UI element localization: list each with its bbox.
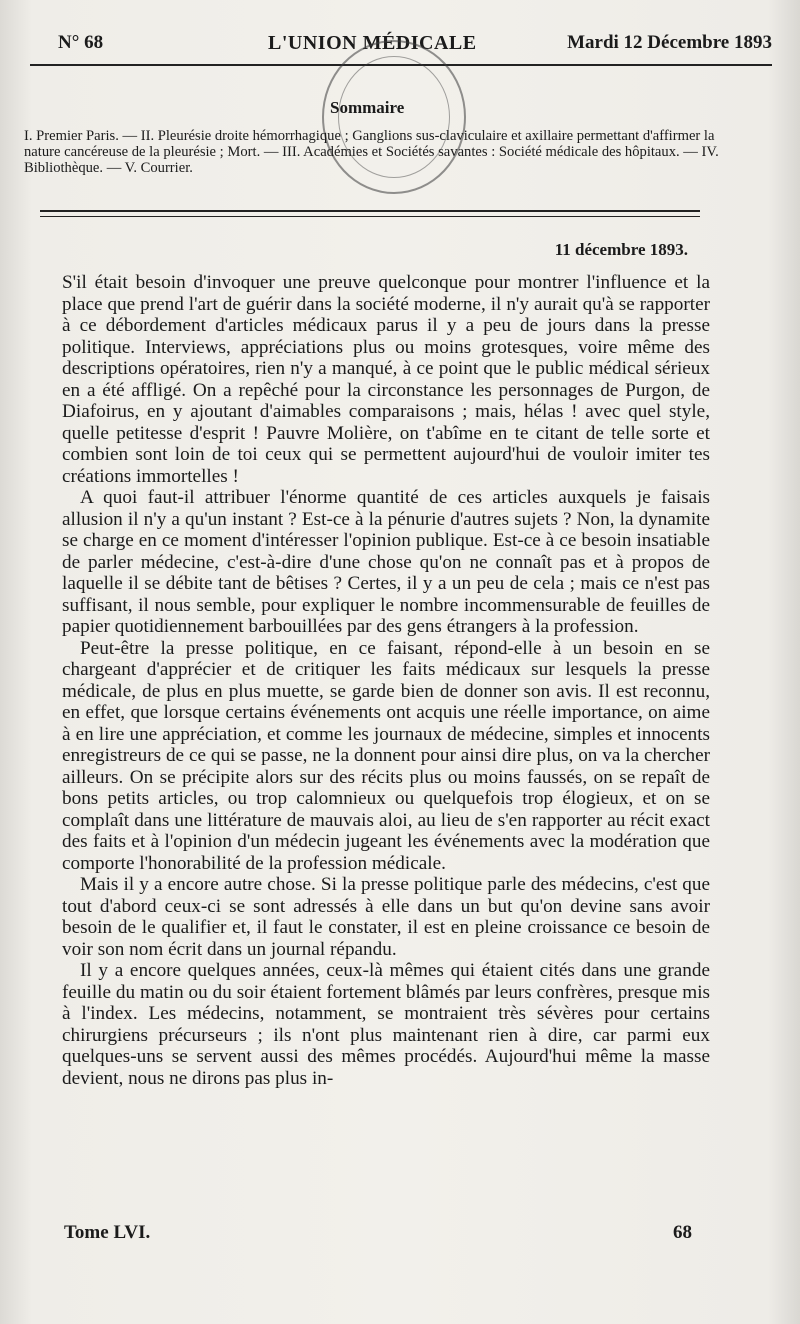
sommaire-title: Sommaire <box>330 98 405 117</box>
paragraph: Mais il y a encore autre chose. Si la presse politique parle des médecins, c'est que tout d'abord ceux-ci se sont adressés à elle dans un but qu'on devine sans avoir besoin de le qualifier et, il faut le constater, il est en pleine croissance ce besoin de voir son nom écrit dans un journal répandu. <box>62 874 710 960</box>
section-rule <box>40 210 700 212</box>
page-number: 68 <box>673 1222 692 1243</box>
paragraph: S'il était besoin d'invoquer une preuve quelconque pour montrer l'influence et la place que prend l'art de guérir dans la société moderne, il n'y aurait qu'à se rapporter à ce débordement d'articles médicaux parus il y a peu de jours dans la presse politique. Interviews, appréciations plus ou moins grotesques, voire même des descriptions opératoires, rien n'y a manqué, à ce point que le public médical sérieux en a été affligé. On a repêché pour la circonstance les personnages de Purgon, de Diafoirus, en y ajoutant d'aimables comparaisons ; mais, hélas ! avec quel style, quelle petitesse d'esprit ! Pauvre Molière, on t'abîme en te citant de telle sorte et combien sont loin de toi ceux qui se permettent aujourd'hui de vouloir imiter tes créations immortelles ! <box>62 272 710 487</box>
paragraph: A quoi faut-il attribuer l'énorme quantité de ces articles auxquels je faisais allusion il n'y a qu'un instant ? Est-ce à la pénurie d'autres sujets ? Non, la dynamite se charge en ce moment d'intéresser l'opinion publique. Est-ce à ce besoin insatiable de parler médecine, c'est-à-dire d'une chose qu'on ne connaît pas et à propos de laquelle il se débite tant de bêtises ? Certes, il y a un peu de cela ; mais ce n'est pas suffisant, il nous semble, pour expliquer le nombre incommensurable de feuilles de papier quotidiennement barbouillées par des gens étrangers à la profession. <box>62 487 710 637</box>
issue-date: Mardi 12 Décembre 1893 <box>567 32 772 53</box>
paragraph: Peut-être la presse politique, en ce faisant, répond-elle à un besoin en se chargeant d'apprécier et de critiquer les faits médicaux sur lesquels la presse médicale, de plus en plus muette, se garde bien de donner son avis. Il est reconnu, en effet, que lorsque certains événements ont acquis une réelle importance, on aime à en lire une appréciation, et comme les journaux de médecine, simples et innocents enregistreurs de ce qui se passe, ne la donnent pour ainsi dire plus, on va la chercher ailleurs. On se précipite alors sur des récits plus ou moins faussés, on se repaît de bons petits articles, ou trop calomnieux ou quelquefois trop élogieux, et on se complaît dans une littérature de mauvais aloi, au lieu de s'en rapporter au récit exact des faits et à l'opinion d'un médecin jugeant les événements avec la modération que comporte l'honorabilité de la profession médicale. <box>62 637 710 874</box>
article-dateline: 11 décembre 1893. <box>554 240 688 259</box>
volume-label: Tome LVI. <box>64 1222 151 1243</box>
journal-title: L'UNION MÉDICALE <box>268 32 477 54</box>
paragraph: Il y a encore quelques années, ceux-là mêmes qui étaient cités dans une grande feuille du matin ou du soir étaient fortement blâmés par leurs confrères, presque mis à l'index. Les médecins, notamment, se montraient très sévères pour certains chirurgiens précurseurs ; ils n'ont plus maintenant rien à dire, car parmi eux quelques-uns se servent aussi des mêmes procédés. Aujourd'hui même la masse devient, nous ne dirons pas plus in- <box>62 960 710 1089</box>
issue-number: N° 68 <box>58 32 104 53</box>
section-rule-thin <box>40 216 700 217</box>
page-footer <box>64 1222 692 1248</box>
sommaire-text: I. Premier Paris. — II. Pleurésie droite hémorrhagique ; Ganglions sus-claviculaire et axillaire permettant d'affirmer la nature cancéreuse de la pleurésie ; Mort. — III. Académies et Sociétés savantes : Société médicale des hôpitaux. — IV. Bibliothèque. — V. Courrier. <box>24 128 719 176</box>
article-body <box>62 272 710 1089</box>
